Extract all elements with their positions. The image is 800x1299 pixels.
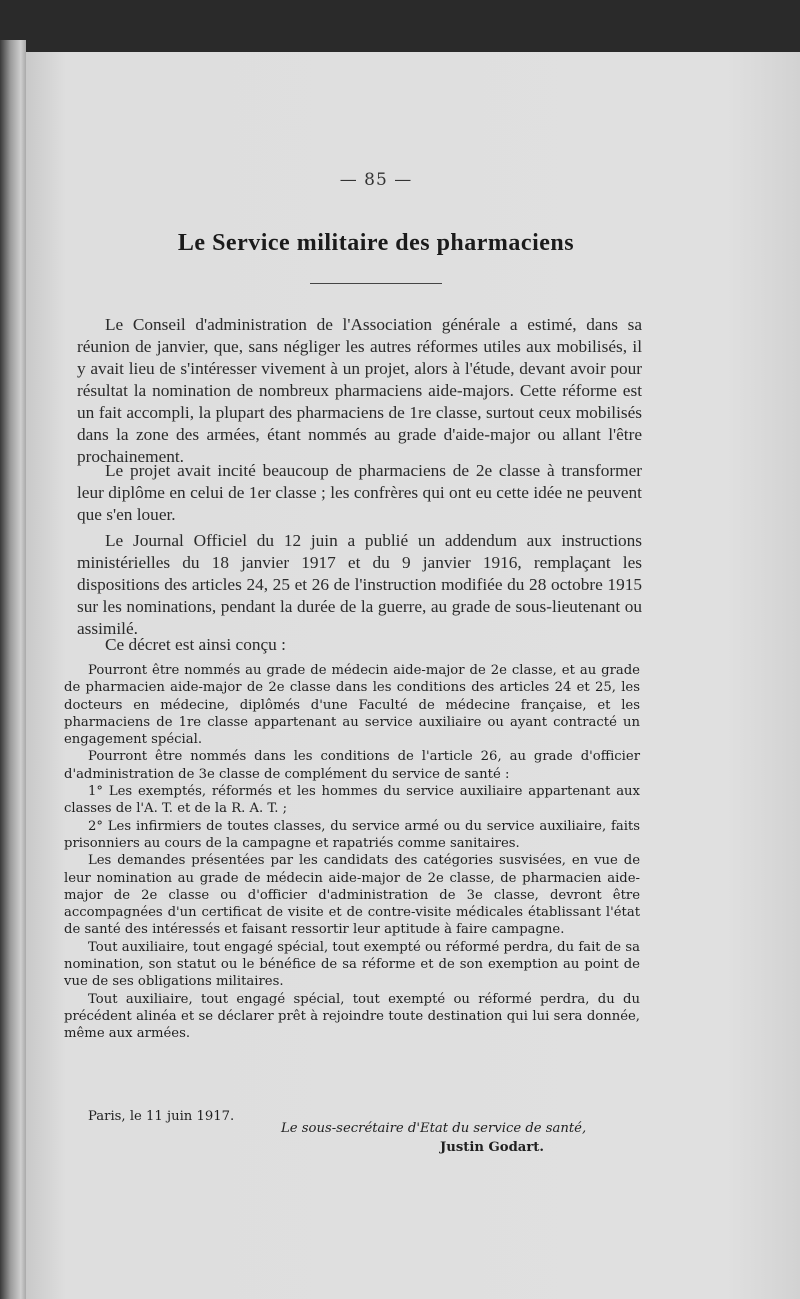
signature-title: Le sous-secrétaire d'Etat du service de santé, [281, 1121, 587, 1136]
signature-block [26, 52, 800, 1299]
page-title: Le Service militaire des pharmaciens [177, 230, 575, 256]
paragraph: Le Journal Officiel du 12 juin a publié un addendum aux instructions ministérielles du 18 janvier 1917 et du 9 janvier 1916, remplaçant les dispositions des articles 24, 25 et 26 de l'instruction modifiée du 28 octobre 1915 sur les nominations, pendant la durée de la guerre, au grade de sous-lieutenant ou assimilé. [77, 531, 642, 638]
decree-paragraph: 2° Les infirmiers de toutes classes, du service armé ou du service auxiliaire, faits prisonniers au cours de la campagne et rapatriés comme sanitaires. [64, 818, 640, 851]
decree-paragraph: Pourront être nommés au grade de médecin aide-major de 2e classe, et au grade de pharmacien aide-major de 2e classe dans les conditions des articles 24 et 25, les docteurs en médecine, diplômés d'une Faculté de médecine française, et les pharmaciens de 1re classe appartenant au service auxiliaire ou ayant contracté un engagement spécial. [64, 663, 640, 748]
decree-paragraph: Tout auxiliaire, tout engagé spécial, tout exempté ou réformé perdra, du fait de sa nomination, son statut ou le bénéfice de sa réforme et de son exemption au point de vue de ses obligations militaires. [64, 939, 640, 990]
signature-name: Justin Godart. [440, 1140, 544, 1155]
document-page [26, 52, 800, 1299]
paragraph: Le projet avait incité beaucoup de pharmaciens de 2e classe à transformer leur diplôme en celui de 1er classe ; les confrères qui ont eu cette idée ne peuvent que s'en louer. [77, 461, 642, 524]
decree-paragraph: 1° Les exemptés, réformés et les hommes du service auxiliaire appartenant aux classes de l'A. T. et de la R. A. T. ; [64, 784, 640, 817]
facing-page-edge [0, 40, 26, 1299]
page-number: — 85 — [339, 170, 413, 190]
paragraph: Le Conseil d'administration de l'Association générale a estimé, dans sa réunion de janvier, que, sans négliger les autres réformes utiles aux mobilisés, il y avait lieu de s'intéresser vivement à un projet, alors à l'étude, devant avoir pour résultat la nomination de nombreux pharmaciens aide-majors. Cette réforme est un fait accompli, la plupart des pharmaciens de 1re classe, surtout ceux mobilisés dans la zone des armées, étant nommés au grade d'aide-major ou allant l'être prochainement. [77, 315, 642, 466]
decree-paragraph: Tout auxiliaire, tout engagé spécial, tout exempté ou réformé perdra, du du précédent alinéa et se déclarer prêt à rejoindre toute destination qui lui sera donnée, même aux armées. [64, 991, 640, 1042]
signature-date: Paris, le 11 juin 1917. [88, 1109, 235, 1124]
decree-paragraph: Les demandes présentées par les candidats des catégories susvisées, en vue de leur nomination au grade de médecin aide-major de 2e classe, de pharmacien aide-major de 2e classe ou d'officier d'administration de 3e classe, devront être accompagnées d'un certificat de visite et de contre-visite médicales établissant l'état de santé des intéressés et faisant ressortir leur aptitude à faire campagne. [64, 853, 640, 938]
paragraph: Ce décret est ainsi conçu : [105, 635, 286, 654]
decree-paragraph: Pourront être nommés dans les conditions de l'article 26, au grade d'officier d'administration de 3e classe de complément du service de santé : [64, 749, 640, 782]
